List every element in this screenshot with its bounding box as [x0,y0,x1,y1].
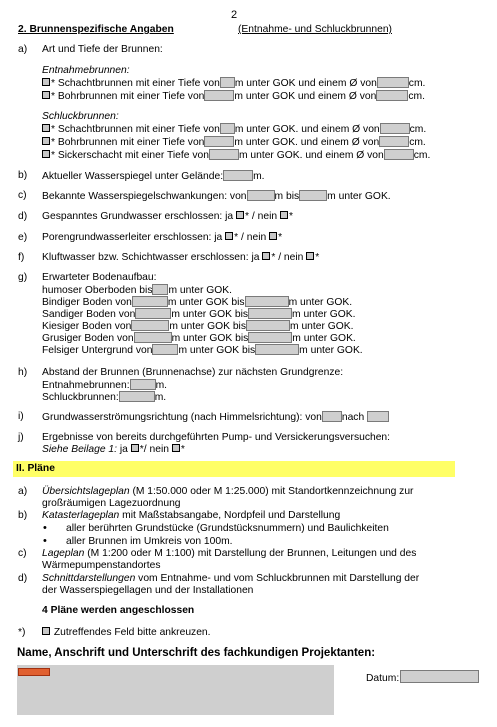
entnahme-row-1: * Schachtbrunnen mit einer Tiefe von m unter GOK und einem Ø von cm. [42,77,425,89]
soil-row-1: Bindiger Boden von m unter GOK bis m unter GOK. [42,297,353,308]
depth-field[interactable] [209,149,239,160]
plaene-highlight [13,461,455,477]
depth-field[interactable] [220,123,235,134]
plan-a-line-2: großräumigen Lagezuordnung [42,498,181,509]
item-h-text: Abstand der Brunnen (Brunnenachse) zur nächsten Grundgrenze: [42,367,344,378]
form-field-tag-icon [18,668,50,676]
diameter-field[interactable] [384,149,414,160]
depth-field[interactable] [204,90,234,101]
to-field[interactable] [246,320,290,331]
item-g-label: g) [18,272,28,283]
schluck-row-1: * Schachtbrunnen mit einer Tiefe von m unter GOK. und einem Ø von cm. [42,123,426,135]
to-field[interactable] [248,308,292,319]
item-c: Bekannte Wasserspiegelschwankungen: von m bis m unter GOK. [42,191,391,202]
from-field[interactable] [152,344,178,355]
plan-count-note: 4 Pläne werden angeschlossen [42,605,195,616]
ja-checkbox[interactable] [131,444,139,452]
signature-field[interactable] [17,665,334,715]
to-field[interactable] [255,344,299,355]
plan-b-line-1: Katasterlageplan mit Maßstabsangabe, Nordpfeil und Darstellung [42,510,341,521]
item-i-label: i) [18,411,24,422]
plan-c-line-2: Wärmepumpenstandortes [42,560,161,571]
item-i: Grundwasserströmungsrichtung (nach Himmelsrichtung): von nach [42,411,389,423]
schluck-heading: Schluckbrunnen: [42,111,119,122]
soil-humus-row: humoser Oberboden bis m unter GOK. [42,285,233,296]
item-j-beilage: Siehe Beilage 1: ja */ nein * [42,444,185,455]
from-field[interactable] [135,308,171,319]
distance-field[interactable] [119,391,155,402]
section-title: 2. Brunnenspezifische Angaben [18,24,174,35]
datum-field[interactable] [400,670,479,683]
entnahme-heading: Entnahmebrunnen: [42,65,130,76]
checkbox[interactable] [42,78,50,86]
soil-row-3: Kiesiger Boden von m unter GOK bis m unter GOK. [42,321,354,332]
entnahme-row-2: * Bohrbrunnen mit einer Tiefe von m unter GOK und einem Ø von cm. [42,90,425,102]
plan-c-label: c) [18,548,27,559]
item-b: Aktueller Wasserspiegel unter Gelände: m. [42,171,265,182]
diameter-field[interactable] [379,136,409,147]
item-c-label: c) [18,190,27,201]
plan-b-label: b) [18,510,28,521]
page-number: 2 [231,9,238,21]
nein-checkbox[interactable] [306,252,314,260]
depth-field[interactable] [220,77,235,88]
to-field[interactable] [248,332,292,343]
bullet-icon: • [43,522,47,534]
section-subtitle: (Entnahme- und Schluckbrunnen) [238,24,392,35]
item-a-label: a) [18,44,28,55]
plan-a-label: a) [18,486,28,497]
from-field[interactable] [247,190,275,201]
footnote: Zutreffendes Feld bitte ankreuzen. [42,627,211,638]
item-j-text: Ergebnisse von bereits durchgeführten Pump- und Versickerungsversuchen: [42,432,391,443]
plan-d-label: d) [18,573,28,584]
plan-c-line-1: Lageplan (M 1:200 oder M 1:100) mit Darstellung der Brunnen, Leitungen und des [42,548,417,559]
item-f: Kluftwasser bzw. Schichtwasser erschlossen: ja * / nein * [42,252,320,263]
nein-checkbox[interactable] [280,211,288,219]
item-f-label: f) [18,252,25,263]
diameter-field[interactable] [377,77,409,88]
distance-field[interactable] [130,379,156,390]
distance-schluck-row: Schluckbrunnen: m. [42,392,167,403]
item-j-label: j) [18,432,24,443]
to-direction-field[interactable] [367,411,389,422]
bullet-icon: • [43,535,47,547]
item-e: Porengrundwasserleiter erschlossen: ja * / nein * [42,232,283,243]
plan-b-bullet-1: aller berührten Grundstücke (Grundstücksnummern) und Baulichkeiten [66,523,389,534]
soil-row-4: Grusiger Boden von m unter GOK bis m unter GOK. [42,333,356,344]
item-d: Gespanntes Grundwasser erschlossen: ja * / nein * [42,211,293,222]
to-field[interactable] [245,296,289,307]
soil-row-2: Sandiger Boden von m unter GOK bis m unter GOK. [42,309,356,320]
to-field[interactable] [299,190,327,201]
footnote-mark: *) [18,627,26,638]
checkbox[interactable] [42,150,50,158]
plaene-title: II. Pläne [16,463,55,474]
from-direction-field[interactable] [322,411,342,422]
from-field[interactable] [134,332,172,343]
from-field[interactable] [131,320,169,331]
ja-checkbox[interactable] [225,232,233,240]
diameter-field[interactable] [380,123,410,134]
checkbox[interactable] [42,91,50,99]
depth-field[interactable] [204,136,234,147]
item-a-text: Art und Tiefe der Brunnen: [42,44,163,55]
nein-checkbox[interactable] [172,444,180,452]
nein-checkbox[interactable] [269,232,277,240]
ja-checkbox[interactable] [262,252,270,260]
signature-heading: Name, Anschrift und Unterschrift des fachkundigen Projektanten: [17,647,376,659]
water-level-field[interactable] [223,170,253,181]
distance-entnahme-row: Entnahmebrunnen: m. [42,380,168,391]
diameter-field[interactable] [376,90,408,101]
soil-heading: Erwarteter Bodenaufbau: [42,272,157,283]
item-b-label: b) [18,170,28,181]
item-d-label: d) [18,211,28,222]
checkbox[interactable] [42,124,50,132]
soil-row-5: Felsiger Untergrund von m unter GOK bis m unter GOK. [42,345,363,356]
datum-label: Datum: [366,673,400,684]
item-e-label: e) [18,232,28,243]
plan-a-line-1: Übersichtslageplan (M 1:50.000 oder M 1:25.000) mit Standortkennzeichnung zur [42,486,414,497]
item-h-label: h) [18,367,28,378]
plan-d-line-2: der Wasserspiegellagen und der Installationen [42,585,254,596]
humus-depth-field[interactable] [152,284,168,295]
from-field[interactable] [132,296,168,307]
schluck-row-3: * Sickerschacht mit einer Tiefe von m unter GOK. und einem Ø von cm. [42,149,430,161]
schluck-row-2: * Bohrbrunnen mit einer Tiefe von m unter GOK. und einem Ø von cm. [42,136,426,148]
checkbox-icon [42,627,50,635]
plan-b-bullet-2: aller Brunnen im Umkreis von 100m. [66,536,233,547]
checkbox[interactable] [42,137,50,145]
ja-checkbox[interactable] [236,211,244,219]
plan-d-line-1: Schnittdarstellungen vom Entnahme- und vom Schluckbrunnen mit Darstellung der [42,573,420,584]
